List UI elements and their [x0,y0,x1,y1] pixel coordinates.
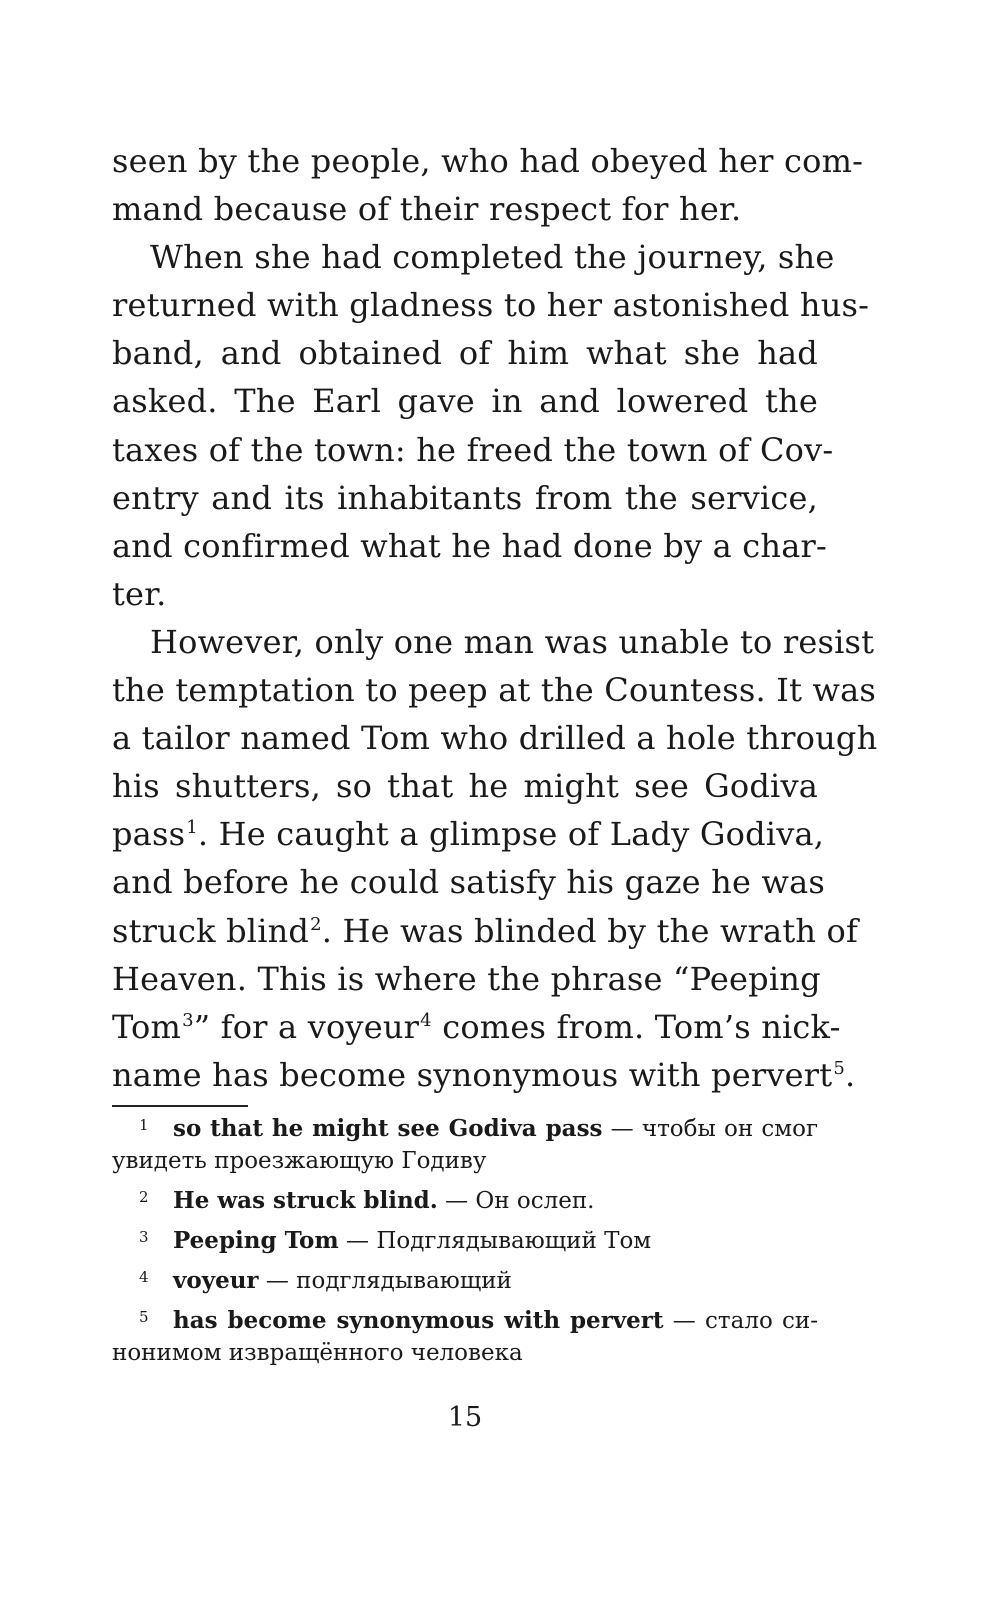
text-segment: name has become synonymous with pervert [112,1055,833,1094]
text-line: However, only one man was unable to resist [150,622,875,661]
footnote-4 [112,1265,818,1297]
footnote-line [112,1225,818,1257]
footnote-term: Peeping Tom [173,1227,339,1254]
text-line: ter. [112,574,167,613]
footnote-dash: — [602,1116,642,1142]
footnote-divider [112,1105,248,1107]
text-line: Heaven. This is where the phrase “Peeping [112,959,821,998]
page-number: 15 [447,1402,483,1433]
text-segment: . [844,1055,856,1094]
footnote-dash: — [437,1188,476,1214]
footnote-translation: чтобы он смог [641,1116,819,1142]
text-segment: ” for a voyeur [193,1007,420,1046]
text-line: taxes of the town: he freed the town of Cov- [112,430,834,469]
footnote-translation: Он ослеп. [475,1188,595,1214]
text-line [112,810,825,858]
footnote-line: нонимом извращённого человека [112,1340,523,1366]
footnote-term: so that he might see Godiva pass [173,1115,603,1142]
text-line: the temptation to peep at the Countess. It was [112,671,876,710]
footnote-marker: 1 [186,817,198,839]
text-line [112,1051,856,1099]
footnote-line [112,1185,818,1217]
footnote-line [112,1265,818,1297]
text-segment: struck blind [112,911,310,950]
footnote-1 [112,1113,818,1177]
footnote-term: He was struck blind. [173,1187,438,1214]
footnote-translation: Подглядывающий Том [376,1228,652,1254]
text-line: his shutters, so that he might see Godiva [112,767,818,806]
text-line: asked. The Earl gave in and lowered the [112,382,818,421]
text-line [112,1003,841,1051]
footnote-dash: — [663,1308,706,1334]
footnote-5 [112,1305,818,1369]
footnote-number: 3 [139,1228,149,1246]
footnote-2 [112,1185,818,1217]
footnotes [112,1113,818,1377]
footnote-number: 1 [139,1116,149,1134]
footnote-line: увидеть проезжающую Годиву [112,1148,487,1174]
text-segment: Tom [112,1007,182,1046]
footnote-translation: стало си- [705,1308,818,1334]
text-segment: . He was blinded by the wrath of [321,911,859,950]
footnote-number: 5 [139,1308,149,1326]
footnote-3 [112,1225,818,1257]
text-segment: . He caught a glimpse of Lady Godiva, [197,815,825,854]
text-line: and confirmed what he had done by a char- [112,526,827,565]
footnote-marker: 4 [420,1009,432,1031]
text-segment: pass [112,815,186,854]
footnote-number: 2 [139,1188,149,1206]
text-line: mand because of their respect for her. [112,190,742,229]
text-line: a tailor named Tom who drilled a hole through [112,719,878,758]
text-line: seen by the people, who had obeyed her com- [112,142,864,180]
text-line: When she had completed the journey, she [150,238,835,277]
footnote-translation: подглядывающий [296,1268,512,1294]
footnote-line [112,1305,818,1337]
text-segment: comes from. Tom’s nick- [431,1007,841,1046]
text-line [112,907,859,955]
text-line: and before he could satisfy his gaze he was [112,863,825,902]
footnote-line [112,1113,818,1145]
footnote-dash: — [258,1268,297,1294]
text-line: band, and obtained of him what she had [112,334,818,373]
footnote-number: 4 [139,1268,149,1286]
footnote-term: has become synonymous with pervert [173,1307,664,1334]
footnote-marker: 5 [833,1057,845,1079]
main-text [112,137,878,1099]
footnote-marker: 2 [310,913,322,935]
footnote-marker: 3 [182,1009,194,1031]
text-line: entry and its inhabitants from the service, [112,478,818,517]
footnote-term: voyeur [173,1267,259,1294]
text-line: returned with gladness to her astonished hus- [112,286,870,325]
footnote-dash: — [338,1228,377,1254]
